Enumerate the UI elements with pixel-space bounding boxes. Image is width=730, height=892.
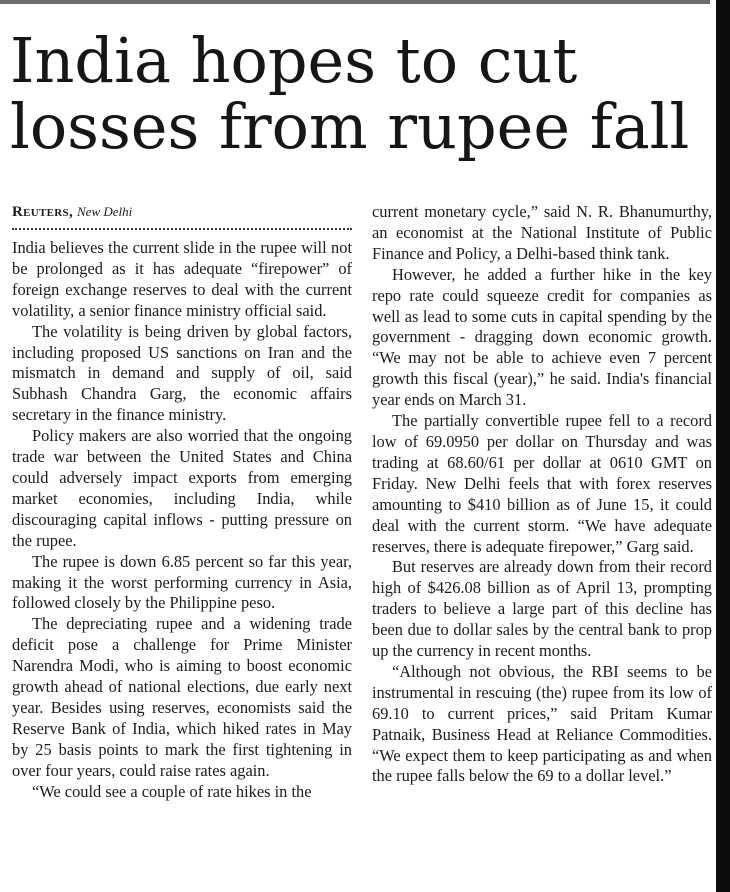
paragraph: The rupee is down 6.85 percent so far this year, making it the worst performing currency in Asia, followed closely by the Philippine peso. — [12, 551, 352, 613]
left-column — [12, 202, 352, 802]
paragraph: India believes the current slide in the rupee will not be prolonged as it has adequate “firepower” of foreign exchange reserves to deal with the current volatility, a senior finance ministry official said. — [12, 238, 352, 320]
headline — [10, 24, 710, 163]
paragraph: “We could see a couple of rate hikes in the — [32, 781, 312, 801]
paragraph: The partially convertible rupee fell to a record low of 69.0950 per dollar on Thursday and was trading at 68.60/61 per dollar at 0610 GMT on Friday. New Delhi feels that with forex reserves amounting to $410 billion as of June 15, it could deal with the current storm. “We have adequate reserves, there is adequate firepower,” Garg said. — [372, 411, 712, 556]
right-column — [372, 202, 712, 787]
paragraph: Policy makers are also worried that the ongoing trade war between the United States and China could adversely impact exports from emerging market economies, including India, while discouraging capital inflows - putting pressure on the rupee. — [12, 426, 352, 550]
byline-location: New Delhi — [77, 204, 133, 219]
paragraph: The volatility is being driven by global factors, including proposed US sanctions on Iran and the mismatch in demand and supply of oil, said Subhash Chandra Garg, the economic affairs secretary in the finance ministry. — [12, 321, 352, 425]
byline — [12, 202, 352, 222]
paragraph: “Although not obvious, the RBI seems to be instrumental in rescuing (the) rupee from its low of 69.10 to current prices,” said Pritam Kumar Patnaik, Business Head at Reliance Commodities. “We expect them to keep participating as and when the rupee falls below the 69 to a dollar level.” — [372, 661, 712, 786]
paragraph: However, he added a further hike in the key repo rate could squeeze credit for companies as well as lead to some cuts in capital spending by the government - dragging down economic growth. “We may not be able to achieve even 7 percent growth this fiscal (year),” he said. India's financial year ends on March 31. — [372, 264, 712, 410]
page-edge-bar — [716, 0, 730, 892]
paragraph: But reserves are already down from their record high of $426.08 billion as of April 13, prompting traders to believe a large part of this decline has been due to dollar sales by the central bank to prop up the currency in recent months. — [372, 557, 712, 661]
byline-agency: Reuters, — [12, 204, 73, 220]
paragraph: The depreciating rupee and a widening trade deficit pose a challenge for Prime Minister Narendra Modi, who is aiming to boost economic growth ahead of national elections, due early next year. Besides using reserves, economists said the Reserve Bank of India, which hiked rates in May by 25 basis points to mark the first tightening in over four years, could raise rates again. — [12, 614, 352, 780]
dotted-divider — [12, 228, 352, 230]
headline-line-2: losses from rupee fall — [10, 90, 690, 163]
top-rule — [0, 0, 710, 4]
paragraph: current monetary cycle,” said N. R. Bhanumurthy, an economist at the National Institute of Public Finance and Policy, a Delhi-based think tank. — [372, 202, 712, 263]
headline-line-1: India hopes to cut — [10, 24, 578, 97]
